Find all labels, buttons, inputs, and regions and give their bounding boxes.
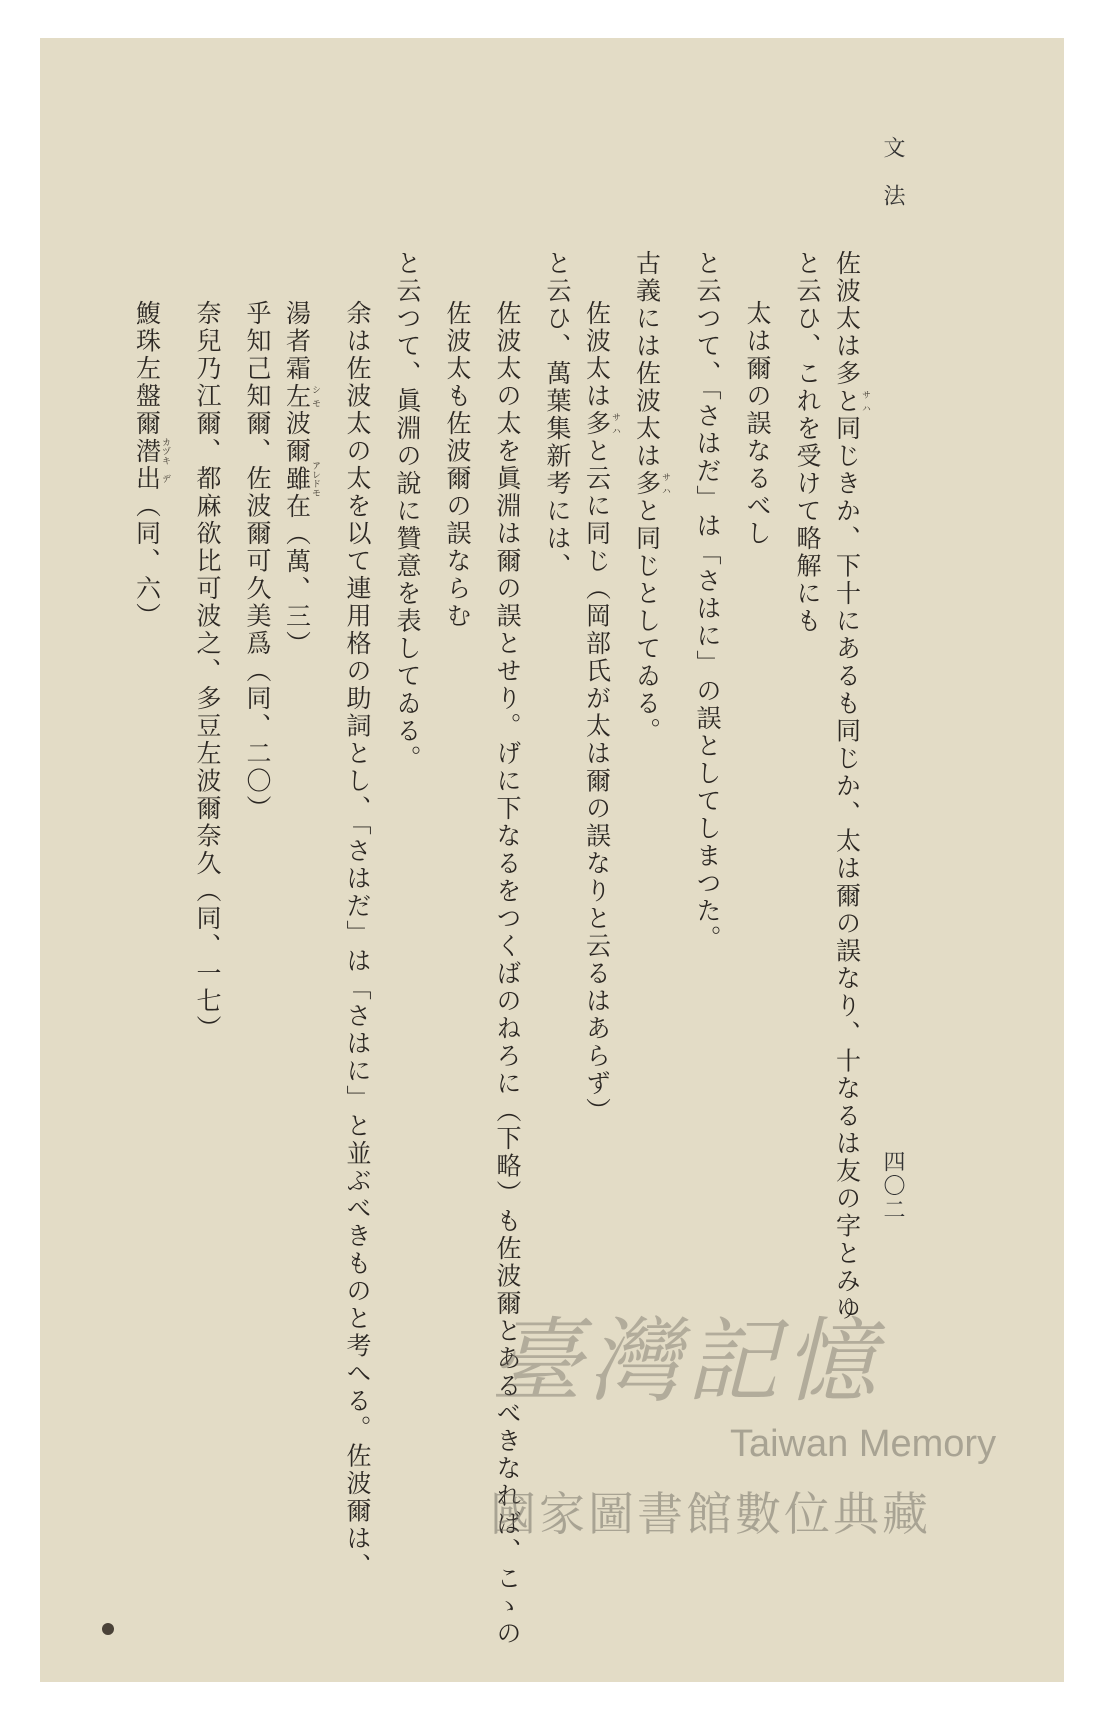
body-line: 乎知己知爾、佐波爾可久美爲（同、二〇） [243, 300, 272, 823]
body-line: 太は爾の誤なるべし [743, 300, 772, 548]
watermark-english: Taiwan Memory [730, 1423, 997, 1465]
body-line: 佐波太も佐波爾の誤ならむ [443, 300, 472, 630]
body-line: 佐波太の太を眞淵は爾の誤とせり。げに下なるをつくばのねろに（下略）も佐波爾とあるべきなれば、こゝの [493, 300, 522, 1648]
body-line: 古義には佐波太は多サハと同じとしてゐる。 [632, 250, 670, 745]
body-line: 佐波太は多とサハ同じきか、下十にあるも同じか、太は爾の誤なり、十なるは友の字とみゆ [832, 250, 870, 1323]
body-line: 奈兒乃江爾、都麻欲比可波之、多豆左波爾奈久（同、一七） [193, 300, 222, 1043]
body-line: 佐波太は多サハと云に同じ（岡部氏が太は爾の誤なりと云るはあらず） [582, 300, 620, 1125]
body-line: 鰒珠左盤爾潜カヅキ出デ（同、六） [132, 300, 170, 630]
body-line: と云つて、「さはだ」は「さはに」の誤としてしまつた。 [693, 250, 722, 953]
page-number: 四〇二 [880, 1150, 905, 1222]
body-line: 湯者霜左シモ波爾雖アレドモ在（萬、三） [282, 300, 320, 658]
watermark-library: 國家圖書館數位典藏 [490, 1487, 931, 1541]
body-line: 余は佐波太の太を以て連用格の助詞とし、「さはだ」は「さはに」と並ぶべきものと考へる。佐波爾は、 [343, 300, 372, 1580]
running-head-title: 文 法 [880, 136, 905, 208]
book-page [40, 38, 1064, 1682]
ink-spot [102, 1623, 114, 1635]
watermark-logo: 臺灣記憶 [490, 1308, 883, 1415]
body-line: と云つて、眞淵の說に贊意を表してゐる。 [393, 250, 422, 773]
body-line: と云ひ、これを受けて略解にも [793, 250, 822, 635]
body-line: と云ひ、萬葉集新考には、 [543, 250, 572, 580]
